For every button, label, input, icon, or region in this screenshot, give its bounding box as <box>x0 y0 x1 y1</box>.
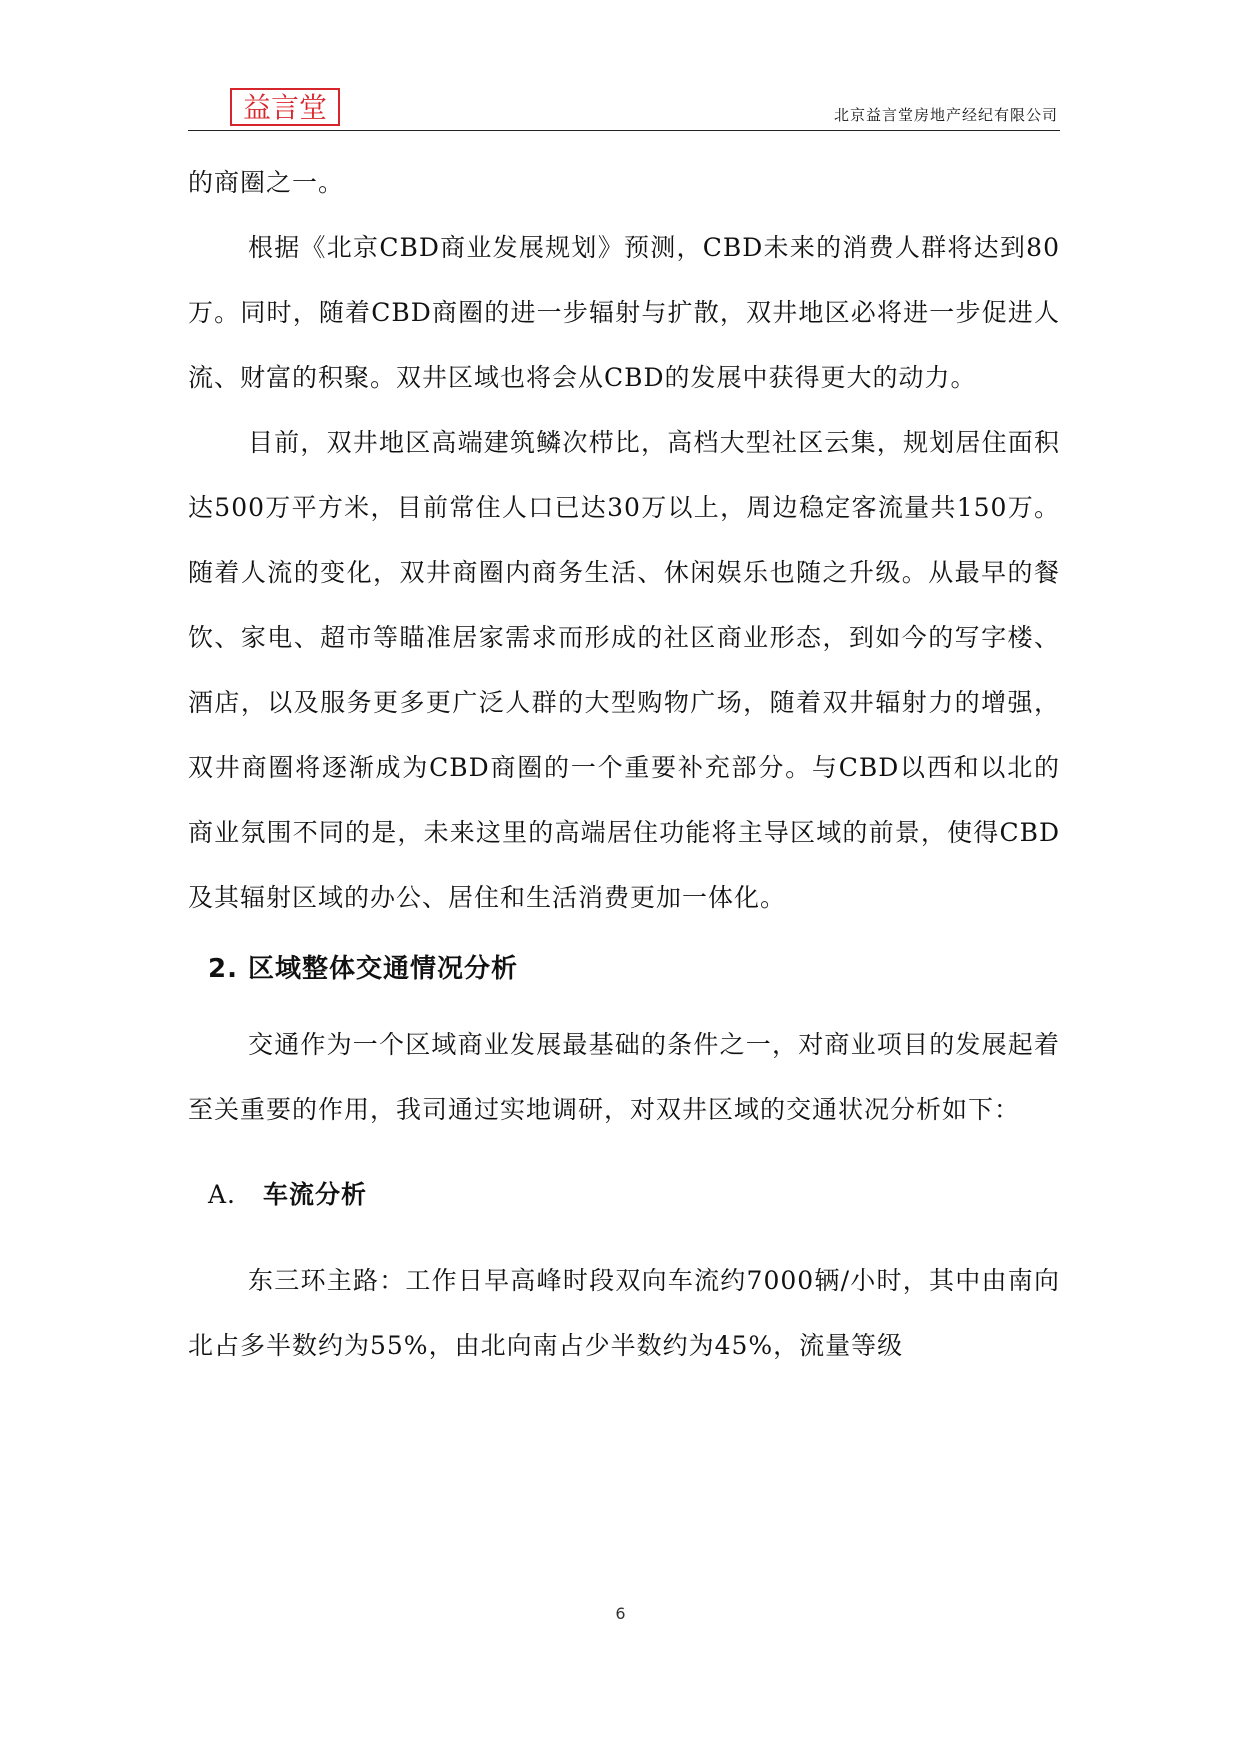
paragraph: 东三环主路：工作日早高峰时段双向车流约7000辆/小时，其中由南向北占多半数约为55%，由北向南占少半数约为45%，流量等级 <box>188 1266 1060 1360</box>
paragraph: 交通作为一个区域商业发展最基础的条件之一，对商业项目的发展起着至关重要的作用，我司通过实地调研，对双井区域的交通状况分析如下： <box>188 1030 1060 1124</box>
section-heading: 2. 区域整体交通情况分析 <box>208 954 519 984</box>
paragraph: 根据《北京CBD商业发展规划》预测，CBD未来的消费人群将达到80万。同时，随着CBD商圈的进一步辐射与扩散，双井地区必将进一步促进人流、财富的积聚。双井区域也将会从CBD的发展中获得更大的动力。 <box>188 233 1060 392</box>
company-logo <box>230 88 340 126</box>
subsection-title: 车流分析 <box>263 1180 368 1209</box>
company-name: 北京益言堂房地产经纪有限公司 <box>833 106 1058 124</box>
document-body <box>188 150 1060 1378</box>
subsection-letter: A. <box>208 1180 237 1209</box>
page-header <box>188 80 1060 131</box>
page-number: 6 <box>615 1604 626 1623</box>
svg-text:益言堂: 益言堂 <box>242 91 328 124</box>
subsection-heading <box>208 1170 1060 1220</box>
paragraph: 的商圈之一。 <box>188 168 345 197</box>
paragraph: 目前，双井地区高端建筑鳞次栉比，高档大型社区云集，规划居住面积达500万平方米，目前常住人口已达30万以上，周边稳定客流量共150万。随着人流的变化，双井商圈内商务生活、休闲娱乐也随之升级。从最早的餐饮、家电、超市等瞄准居家需求而形成的社区商业形态，到如今的写字楼、酒店，以及服务更多更广泛人群的大型购物广场，随着双井辐射力的增强，双井商圈将逐渐成为CBD商圈的一个重要补充部分。与CBD以西和以北的商业氛围不同的是，未来这里的高端居住功能将主导区域的前景，使得CBD及其辐射区域的办公、居住和生活消费更加一体化。 <box>188 428 1060 912</box>
